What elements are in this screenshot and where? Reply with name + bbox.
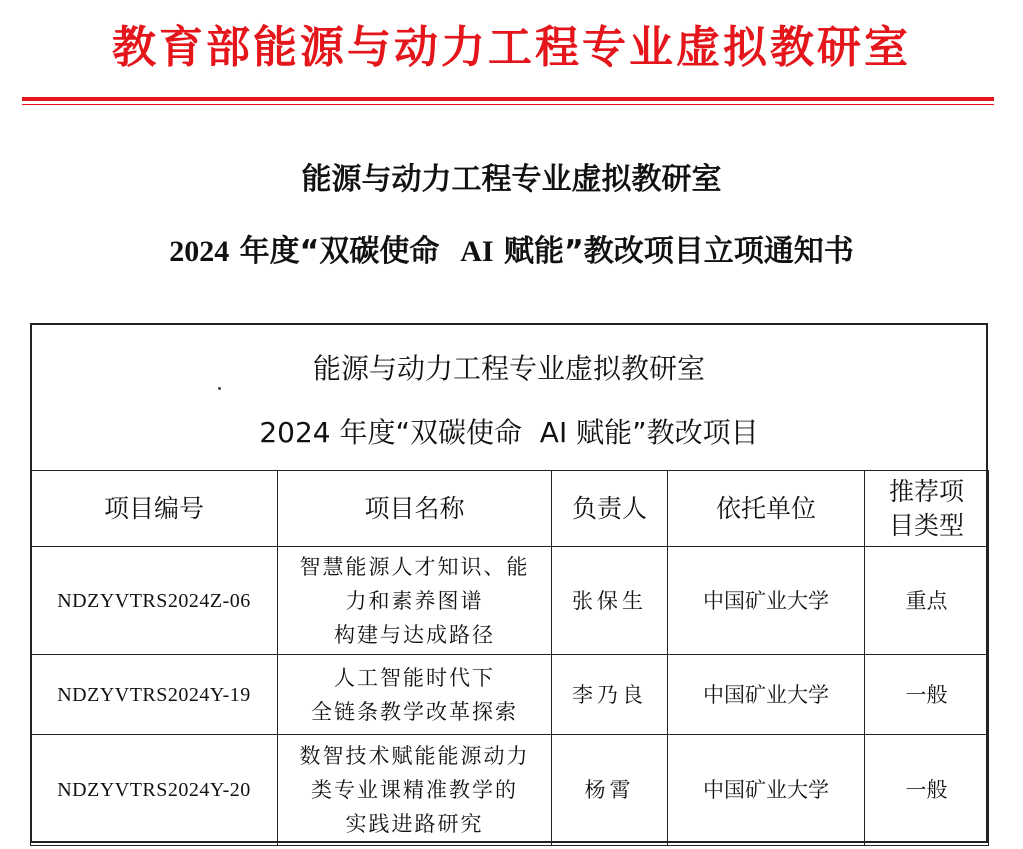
letterhead-rule-thin <box>22 104 994 105</box>
project-leader-cell: 杨霄 <box>552 735 668 846</box>
table-header-row <box>31 471 989 547</box>
table-caption-line-2: 2024 年度“双碳使命 AI 赋能”教改项目 <box>259 416 759 449</box>
project-name-line: 全链条教学改革探索 <box>311 699 518 724</box>
document-title-line-2 <box>0 230 1023 274</box>
project-unit-cell: 中国矿业大学 <box>668 735 865 846</box>
header-type-line-2: 目类型 <box>888 510 964 540</box>
header-code: 项目编号 <box>31 471 278 547</box>
project-unit-cell: 中国矿业大学 <box>668 655 865 735</box>
project-name-line: 实践进路研究 <box>345 812 484 836</box>
project-name-line: 数智技术赋能能源动力 <box>299 744 530 768</box>
project-code-cell: NDZYVTRS2024Z-06 <box>31 547 278 655</box>
project-type-cell: 一般 <box>865 735 989 846</box>
project-type-cell: 一般 <box>865 655 989 735</box>
project-unit-cell: 中国矿业大学 <box>668 547 865 655</box>
table-caption-line-1: 能源与动力工程专业虚拟教研室 <box>312 352 705 385</box>
project-table-frame <box>30 323 988 843</box>
document-title-line-1: 能源与动力工程专业虚拟教研室 <box>301 162 722 197</box>
header-leader: 负责人 <box>552 471 668 547</box>
table-row <box>31 735 989 846</box>
project-leader-cell: 张保生 <box>552 547 668 655</box>
project-type-cell: 重点 <box>865 547 989 655</box>
header-type <box>865 471 989 547</box>
document-title-ai: AI <box>460 235 494 268</box>
table-row <box>31 547 989 655</box>
project-name-cell <box>278 735 552 846</box>
header-type-line-1: 推荐项 <box>888 476 964 506</box>
document-title-year: 2024 <box>169 235 230 268</box>
project-table <box>30 470 989 846</box>
letterhead-rule-thick <box>22 97 994 101</box>
letterhead-title: 教育部能源与动力工程专业虚拟教研室 <box>112 22 911 73</box>
project-code-cell: NDZYVTRS2024Y-19 <box>31 655 278 735</box>
scan-speck <box>218 387 221 390</box>
table-row <box>31 655 989 735</box>
project-leader-cell: 李乃良 <box>552 655 668 735</box>
header-name: 项目名称 <box>278 471 552 547</box>
project-name-line: 类专业课精准教学的 <box>311 778 518 802</box>
project-name-line: 人工智能时代下 <box>334 665 495 690</box>
document-title-mid: 年度“双碳使命 <box>229 234 461 269</box>
project-name-cell <box>278 655 552 735</box>
project-name-line: 力和素养图谱 <box>345 588 484 613</box>
header-unit: 依托单位 <box>668 471 865 547</box>
document-title-rest: 赋能”教改项目立项通知书 <box>493 234 854 269</box>
project-name-line: 构建与达成路径 <box>334 622 495 647</box>
project-name-cell <box>278 547 552 655</box>
project-name-line: 智慧能源人才知识、能 <box>299 554 530 579</box>
project-code-cell: NDZYVTRS2024Y-20 <box>31 735 278 846</box>
